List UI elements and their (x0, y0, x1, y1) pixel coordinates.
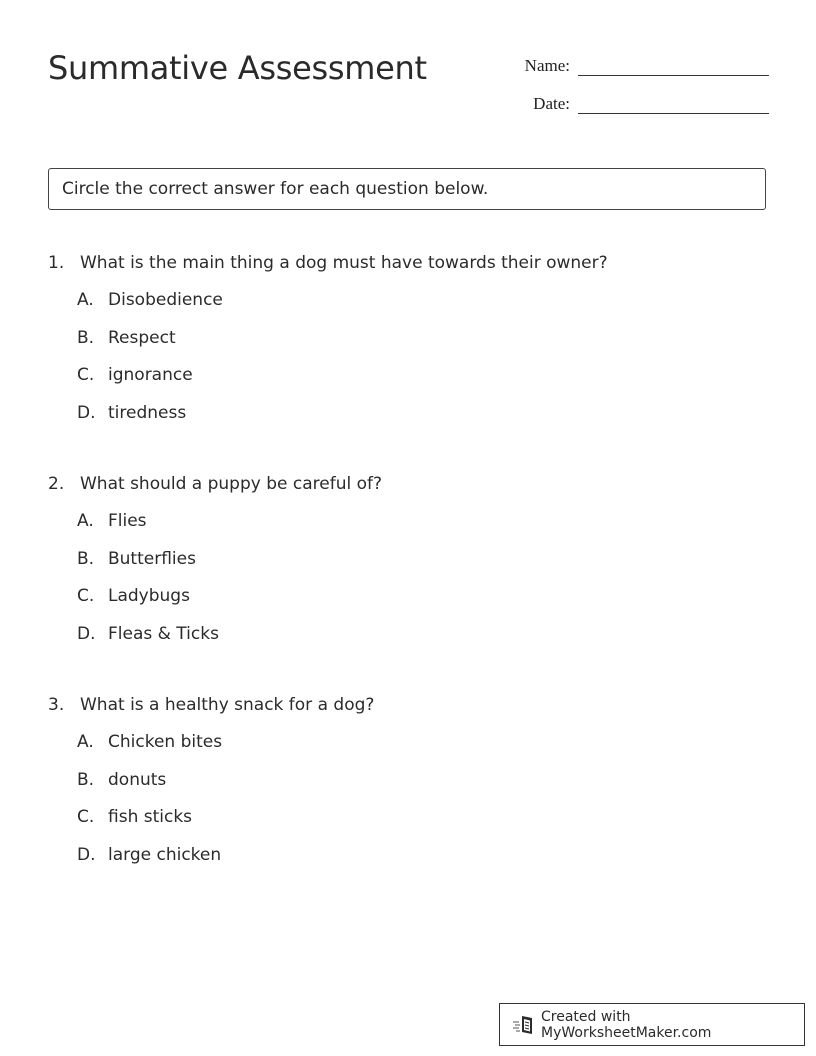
question-2 (48, 472, 768, 659)
answer-option-b (77, 768, 768, 806)
answer-option-a (77, 730, 768, 768)
option-letter: C. (77, 365, 95, 385)
name-label: Name: (524, 56, 570, 75)
option-letter: A. (77, 290, 94, 310)
option-text: large chicken (108, 844, 222, 865)
option-text: tiredness (108, 402, 187, 423)
option-letter: C. (77, 586, 95, 606)
question-text: What is a healthy snack for a dog? (80, 695, 375, 715)
name-field (500, 56, 769, 76)
badge-text: Created with MyWorksheetMaker.com (541, 1008, 712, 1041)
worksheet-maker-logo-icon (512, 1014, 536, 1036)
created-with-badge (499, 1003, 805, 1046)
question-3 (48, 693, 768, 880)
question-number: 1. (48, 253, 65, 273)
question-text: What should a puppy be careful of? (80, 474, 383, 494)
option-letter: D. (77, 402, 96, 423)
answer-option-a (77, 509, 768, 547)
date-blank-line (578, 95, 769, 114)
option-text: Butterflies (108, 548, 196, 569)
date-label: Date: (533, 94, 570, 113)
option-text: fish sticks (108, 807, 193, 827)
option-letter: D. (77, 844, 96, 865)
answer-option-c (77, 363, 768, 401)
answer-options (48, 288, 768, 438)
option-letter: B. (77, 769, 95, 790)
page-title: Summative Assessment (48, 49, 427, 87)
option-letter: B. (77, 327, 95, 348)
question-number: 3. (48, 695, 65, 715)
option-text: ignorance (108, 365, 193, 385)
question-number: 2. (48, 474, 65, 494)
answer-option-a (77, 288, 768, 326)
option-text: Chicken bites (108, 732, 223, 752)
answer-option-b (77, 326, 768, 364)
option-letter: A. (77, 511, 94, 531)
option-text: donuts (108, 769, 167, 790)
answer-option-d (77, 843, 768, 881)
question-1 (48, 251, 768, 438)
answer-option-b (77, 547, 768, 585)
option-letter: B. (77, 548, 95, 569)
answer-option-c (77, 805, 768, 843)
option-text: Disobedience (108, 290, 223, 310)
option-letter: C. (77, 807, 95, 827)
answer-option-d (77, 622, 768, 660)
question-text: What is the main thing a dog must have towards their owner? (80, 253, 608, 273)
date-field (500, 94, 769, 114)
answer-option-d (77, 401, 768, 439)
option-letter: D. (77, 623, 96, 644)
option-text: Fleas & Ticks (108, 623, 219, 644)
answer-options (48, 730, 768, 880)
option-text: Flies (108, 511, 147, 531)
answer-options (48, 509, 768, 659)
option-text: Ladybugs (108, 586, 190, 606)
option-text: Respect (108, 327, 176, 348)
name-blank-line (578, 57, 769, 76)
answer-option-c (77, 584, 768, 622)
option-letter: A. (77, 732, 94, 752)
instructions-box: Circle the correct answer for each question below. (48, 168, 766, 210)
